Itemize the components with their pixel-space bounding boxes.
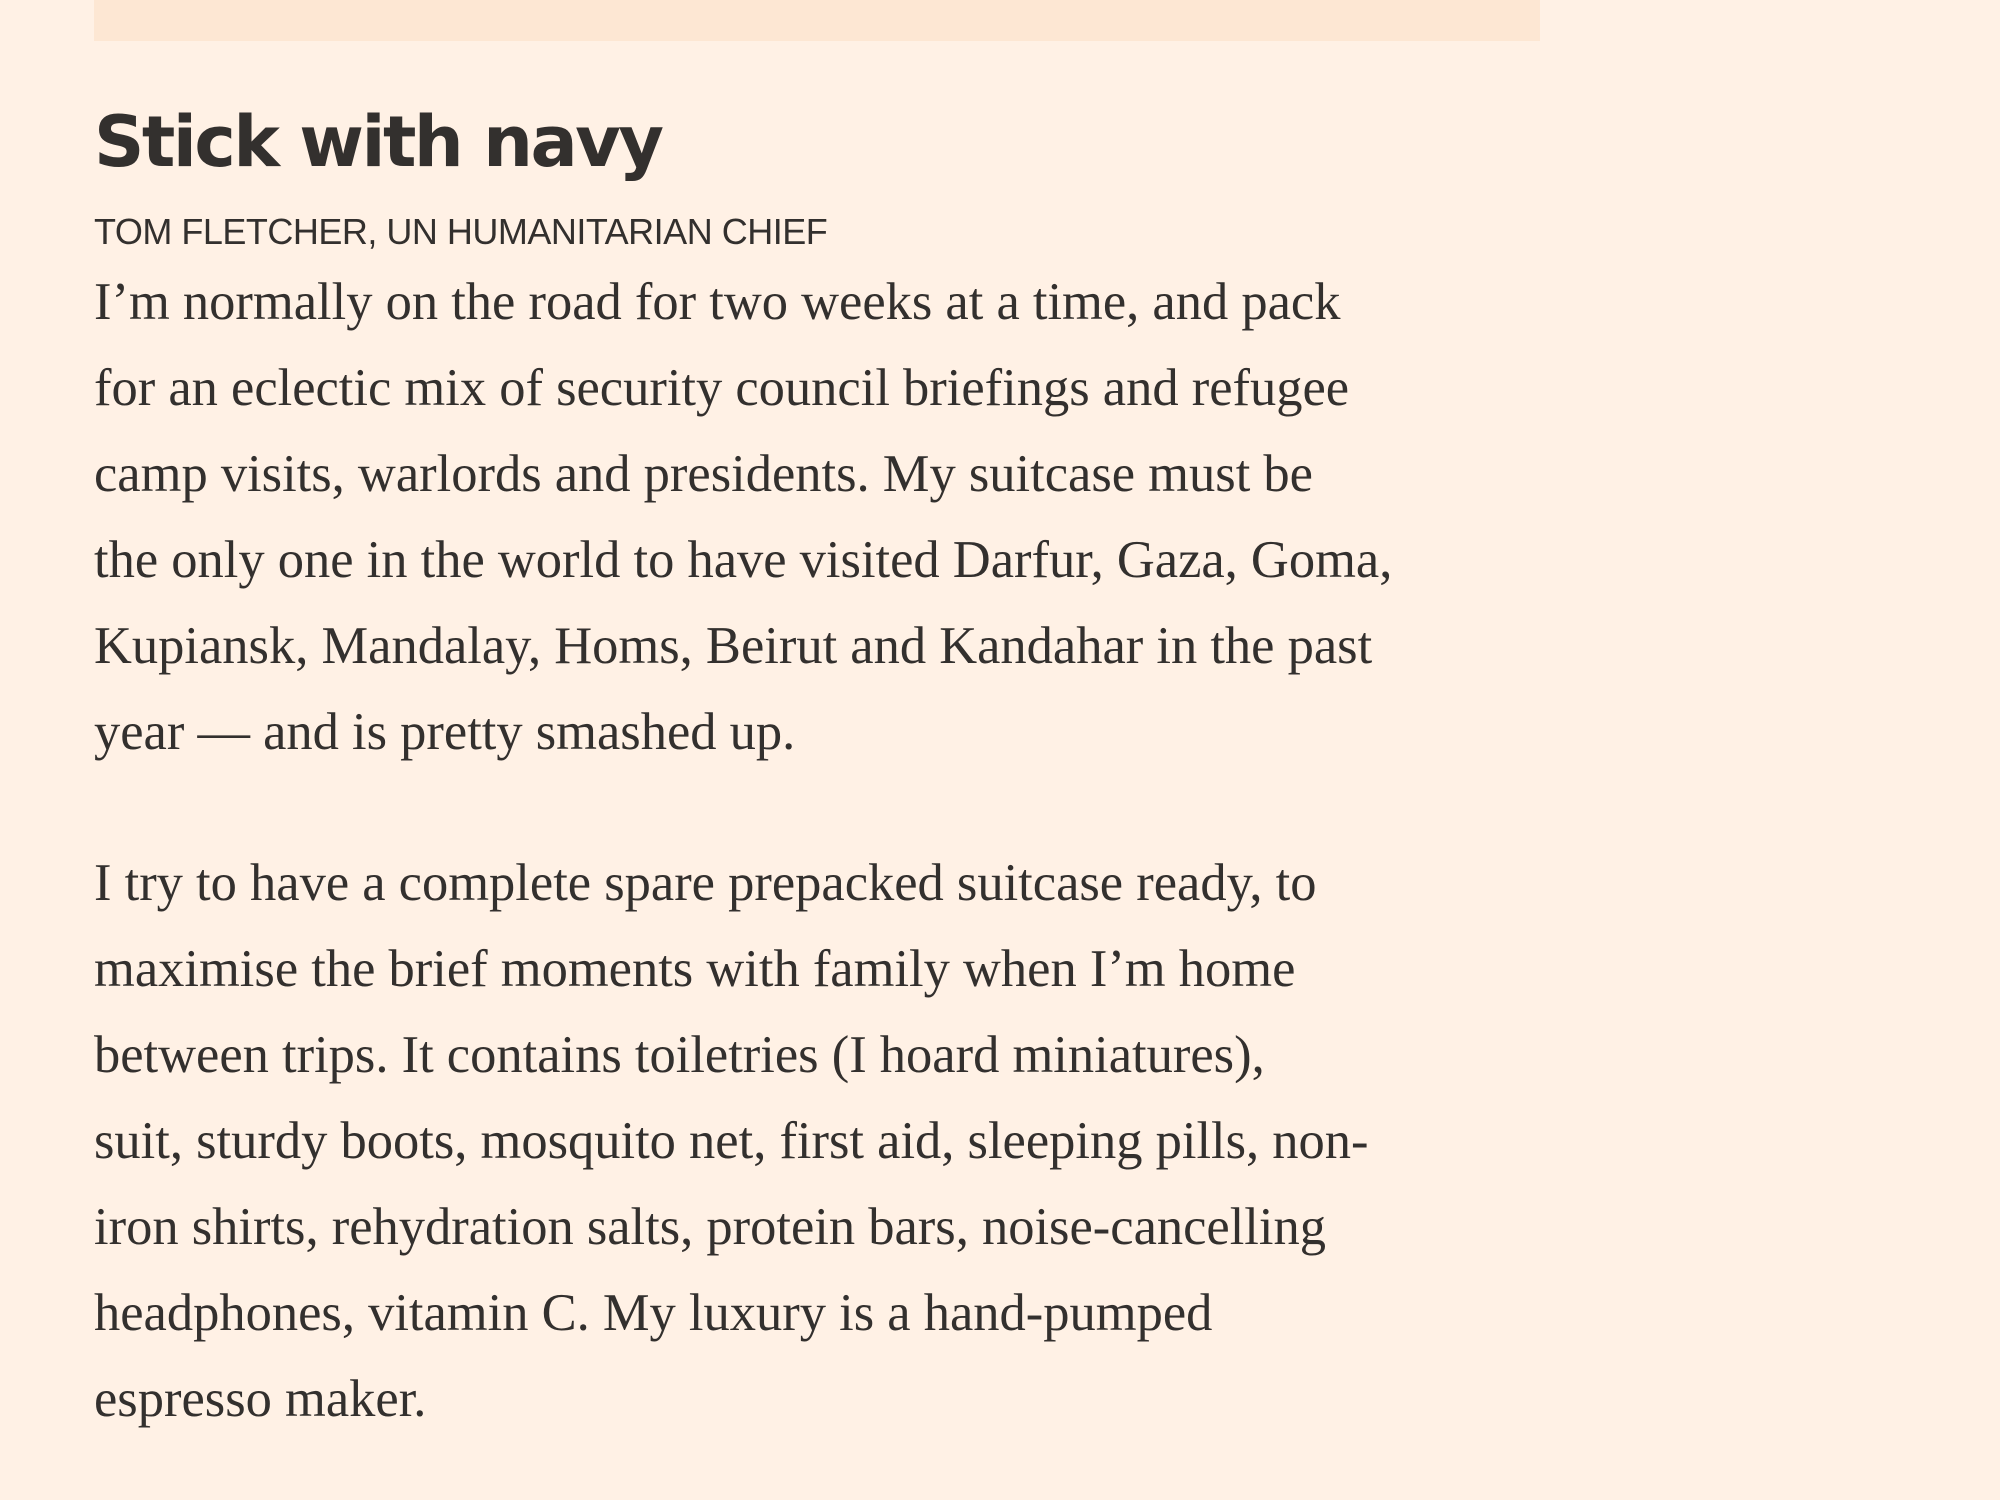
paragraph-line: year — and is pretty smashed up. [94, 703, 796, 762]
paragraph-2 [94, 840, 1574, 1442]
paragraph-line: I’m normally on the road for two weeks at a time, and pack [94, 273, 1341, 332]
paragraph-line: between trips. It contains toiletries (I hoard miniatures), [94, 1026, 1265, 1085]
byline: TOM FLETCHER, UN HUMANITARIAN CHIEF [94, 211, 828, 252]
paragraph-line: headphones, vitamin C. My luxury is a hand-pumped [94, 1284, 1213, 1343]
paragraph-line: the only one in the world to have visited Darfur, Gaza, Goma, [94, 531, 1393, 590]
paragraph-line: I try to have a complete spare prepacked suitcase ready, to [94, 854, 1317, 913]
paragraph-line: suit, sturdy boots, mosquito net, first aid, sleeping pills, non- [94, 1112, 1369, 1171]
paragraph-line: for an eclectic mix of security council briefings and refugee [94, 359, 1350, 418]
top-image-placeholder [94, 0, 1540, 41]
paragraph-1 [94, 259, 1574, 775]
paragraph-line: Kupiansk, Mandalay, Homs, Beirut and Kandahar in the past [94, 617, 1373, 676]
article-section [94, 100, 1574, 1442]
section-headline: Stick with navy [94, 101, 662, 183]
paragraph-line: maximise the brief moments with family when I’m home [94, 940, 1296, 999]
paragraph-line: iron shirts, rehydration salts, protein bars, noise-cancelling [94, 1198, 1326, 1257]
paragraph-line: espresso maker. [94, 1370, 427, 1429]
paragraph-line: camp visits, warlords and presidents. My suitcase must be [94, 445, 1313, 504]
